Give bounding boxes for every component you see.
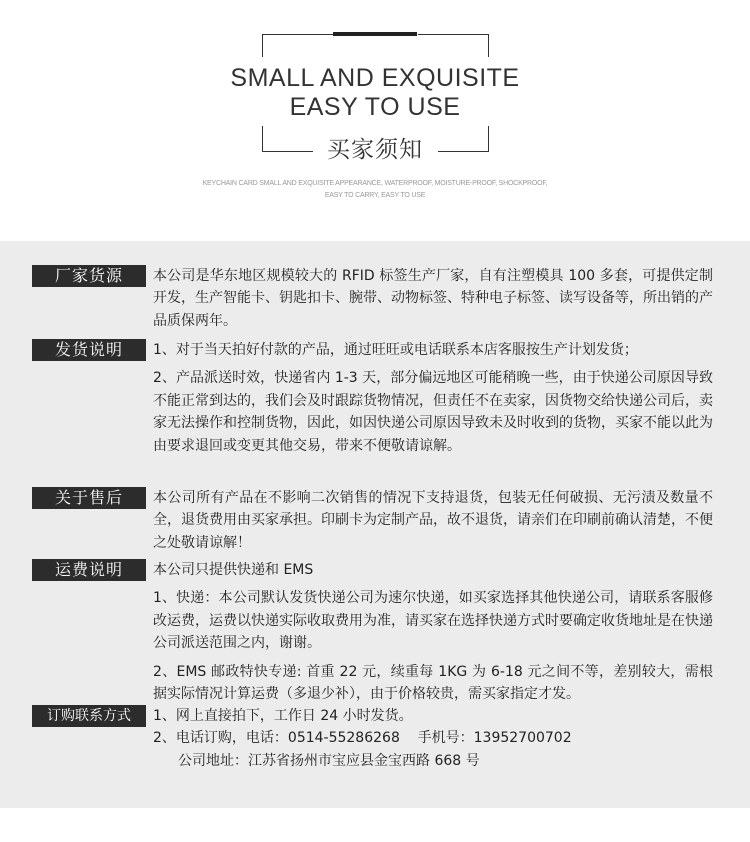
section-body: [153, 339, 713, 457]
paragraph: 本公司所有产品在不影响二次销售的情况下支持退货，包装无任何破损、无污渍及数量不全，退货费用由买家承担。印刷卡为定制产品，故不退货，请亲们在印刷前确认清楚，不便之处敬请谅解！: [153, 490, 713, 551]
paragraph: 2、电话订购，电话：0514-55286268 手机号：13952700702: [153, 730, 572, 747]
section-label: 厂家货源: [32, 265, 146, 287]
header: [0, 0, 750, 240]
section-label: 发货说明: [32, 339, 146, 361]
frame-corner-top-right: [418, 34, 489, 57]
section-label: 运费说明: [32, 559, 146, 581]
frame-corner-top-left: [262, 34, 333, 57]
english-subtitle-line-1: KEYCHAIN CARD SMALL AND EXQUISITE APPEARANCE, WATERPROOF, MOISTURE-PROOF, SHOCKPROOF,: [202, 180, 548, 187]
paragraph: 2、EMS 邮政特快专递: 首重 22 元，续重每 1KG 为 6-18 元之间不等，差别较大，需根据实际情况计算运费（多退少补），由于价格较贵，需买家指定才发。: [153, 663, 713, 703]
frame-top-bar: [333, 32, 417, 36]
section-body: [153, 487, 713, 554]
english-subtitle: [0, 178, 750, 202]
section-label: 订购联系方式: [32, 705, 146, 727]
paragraph: 本公司是华东地区规模较大的 RFID 标签生产厂家，自有注塑模具 100 多套，可提供定制开发，生产智能卡、钥匙扣卡、腕带、动物标签、特种电子标签、读写设备等，所出销的产品质保两年。: [153, 268, 713, 329]
company-address: 公司地址：江苏省扬州市宝应县金宝西路 668 号: [178, 752, 480, 769]
english-subtitle-line-2: EASY TO CARRY, EASY TO USE: [324, 192, 426, 199]
paragraph: 2、产品派送时效，快递省内 1-3 天，部分偏远地区可能稍晚一些，由于快递公司原因导致不能正常到达的，我们会及时跟踪货物情况，但责任不在卖家，因货物交给快递公司后，卖家无法操作和控制货物，因此，如因快递公司原因导致未及时收到的货物，买家不能以此为由要求退回或变更其他交易，带来不便敬请谅解。: [153, 370, 713, 454]
paragraph: 1、对于当天拍好付款的产品，通过旺旺或电话联系本店客服按生产计划发货；: [153, 342, 638, 358]
section-body: [153, 705, 713, 772]
english-title: [0, 64, 750, 122]
section-body: [153, 559, 713, 705]
paragraph: 1、快递：本公司默认发货快递公司为速尔快递，如买家选择其他快递公司，请联系客服修改运费，运费以快递实际收取费用为准，请买家在选择快递方式时要确定收货地址是在快递公司派送范围之内，谢谢。: [153, 590, 713, 652]
section-body: [153, 265, 713, 332]
english-title-line-2: EASY TO USE: [289, 93, 461, 121]
paragraph: 1、网上直接拍下，工作日 24 小时发货。: [153, 708, 413, 724]
chinese-title: 买家须知: [327, 137, 423, 163]
english-title-line-1: SMALL AND EXQUISITE: [230, 64, 520, 92]
paragraph: 本公司只提供快递和 EMS: [153, 562, 314, 578]
notice-panel: [0, 241, 750, 808]
section-label: 关于售后: [32, 487, 146, 509]
